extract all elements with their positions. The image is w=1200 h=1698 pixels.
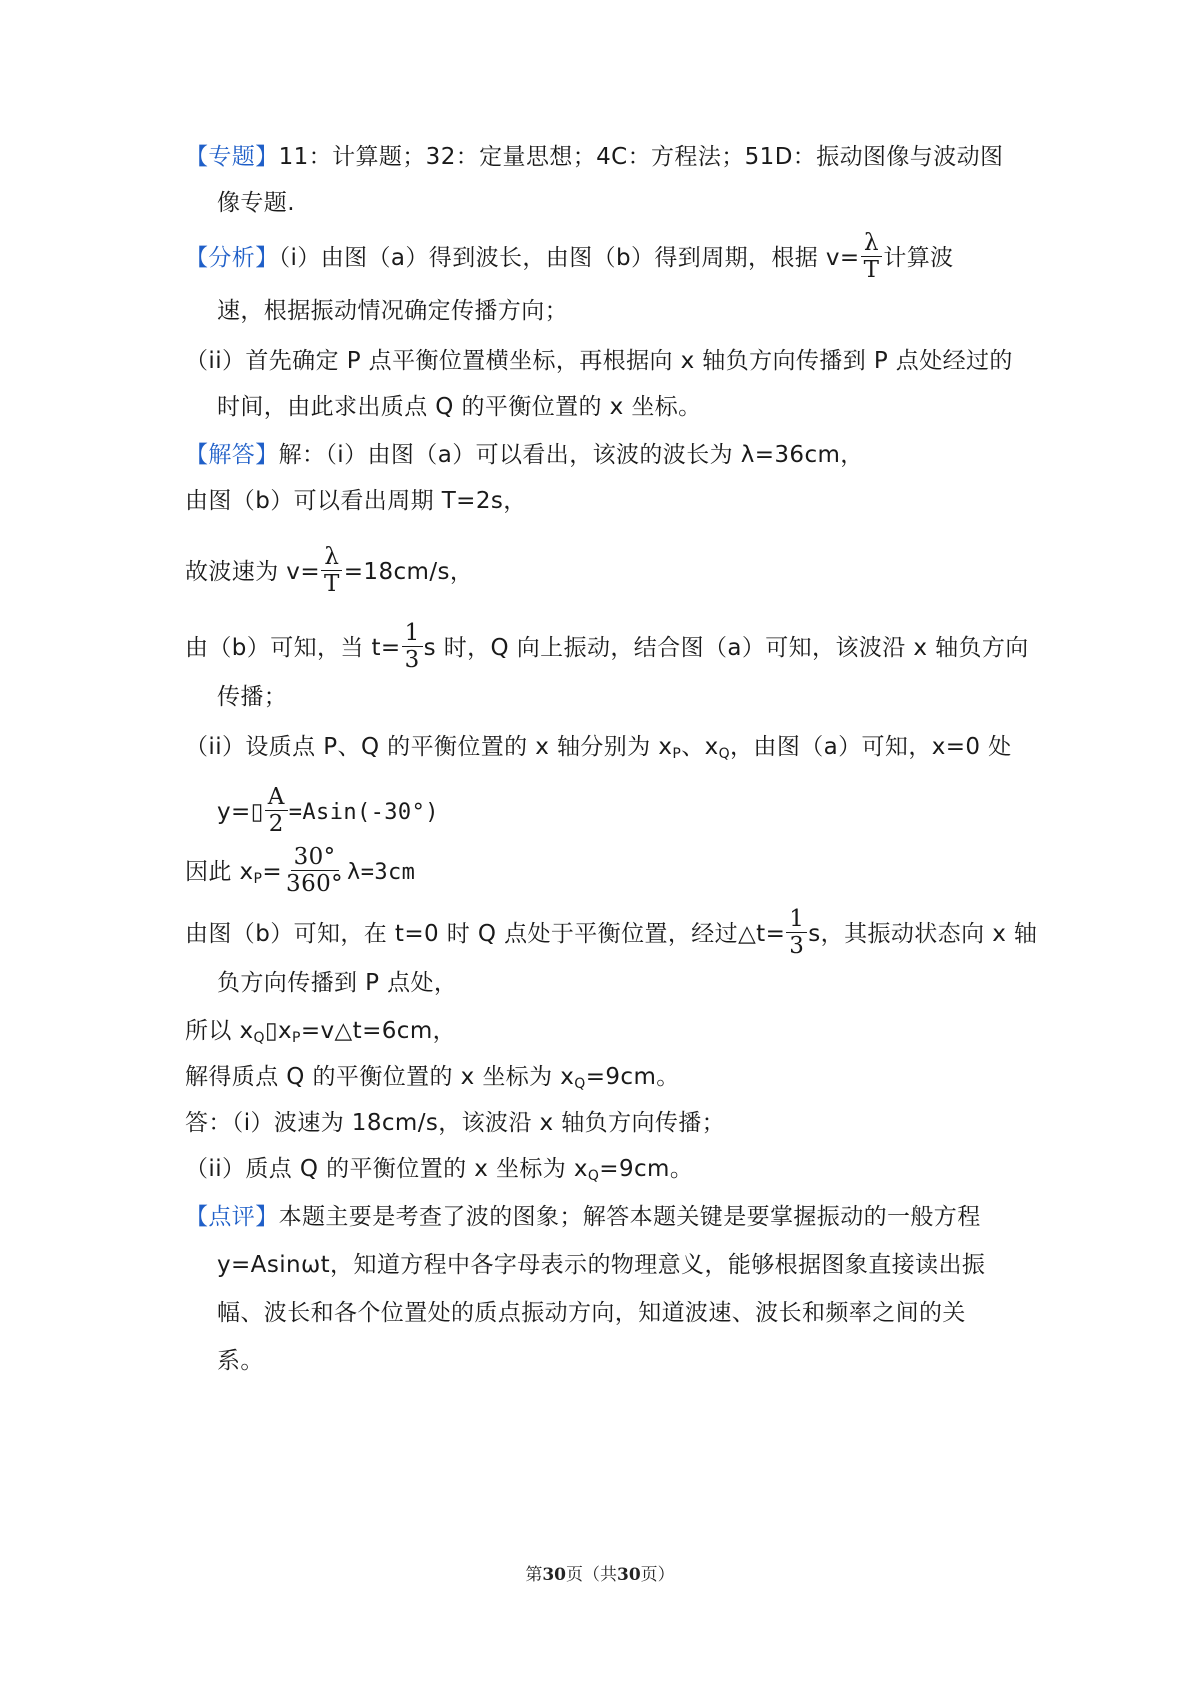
- solution-line-5: 传播；: [217, 684, 288, 710]
- solution-line-13: 答：（i）波速为 18cm/s，该波沿 x 轴负方向传播；: [185, 1110, 726, 1136]
- topic-tag: 【专题】: [185, 144, 279, 170]
- solution-line-10: 负方向传播到 P 点处，: [217, 970, 458, 996]
- comment-line-1: 【点评】本题主要是考查了波的图象；解答本题关键是要掌握振动的一般方程: [185, 1204, 981, 1230]
- comment-line-3: 幅、波长和各个位置处的质点振动方向，知道波速、波长和频率之间的关: [217, 1300, 966, 1326]
- solution-line-14: （ii）质点 Q 的平衡位置的 x 坐标为 $x_Q=9cm$。: [185, 1156, 694, 1184]
- solution-line-9: 由图（b）可知，在 t=0 时 Q 点处于平衡位置，经过△t= $\frac{1}{3}$ s，其振动状态向 x 轴: [185, 906, 1038, 959]
- fraction-one-third: $\frac{1}{3}$: [786, 906, 807, 959]
- solution-line-11: 所以 $x_Q▯x_P=v\triangle t=6cm$，: [185, 1018, 457, 1046]
- analysis-line-1: 【分析】（i）由图（a）得到波长，由图（b）得到周期，根据 v= $\frac{\lambda}{T}$ 计算波: [185, 230, 954, 283]
- analysis-tag: 【分析】: [185, 245, 279, 271]
- solution-line-3: 故波速为 v= $\frac{\lambda}{T}$ =18cm/s，: [185, 544, 474, 597]
- solution-tag: 【解答】: [185, 442, 279, 468]
- fraction-a-over-2: $\frac{A}{2}$: [265, 784, 288, 837]
- solution-line-1: 【解答】解：（i）由图（a）可以看出，该波的波长为 λ=36cm，: [185, 442, 864, 468]
- analysis-line-2: 速，根据振动情况确定传播方向；: [217, 298, 568, 324]
- fraction-lambda-over-t: $\frac{\lambda}{T}$: [321, 544, 343, 597]
- comment-line-4: 系。: [217, 1348, 264, 1374]
- page-total: 30: [617, 1565, 641, 1585]
- fraction-one-third: $\frac{1}{3}$: [402, 620, 423, 673]
- page-footer: 第30页（共30页）: [525, 1565, 675, 1585]
- solution-line-8: 因此 $x_P=$ $\frac{30^\circ}{360^\circ}$ λ=3cm: [185, 844, 416, 897]
- fraction-lambda-over-t: $\frac{\lambda}{T}$: [861, 230, 883, 283]
- solution-line-6: （ii）设质点 P、Q 的平衡位置的 x 轴分别为 $x_P$、$x_Q$，由图（a）可知，x=0 处: [185, 734, 1012, 762]
- topic-text: 11：计算题；32：定量思想；4C：方程法；51D：振动图像与波动图: [278, 144, 1004, 170]
- comment-line-2: y=Asinωt，知道方程中各字母表示的物理意义，能够根据图象直接读出振: [217, 1252, 986, 1278]
- solution-line-2: 由图（b）可以看出周期 T=2s，: [185, 488, 527, 514]
- solution-line-4: 由（b）可知，当 t= $\frac{1}{3}$ s 时，Q 向上振动，结合图（a）可知，该波沿 x 轴负方向: [185, 620, 1029, 673]
- solution-line-7: y=▯ $\frac{A}{2}$ =Asin(-30°): [217, 784, 439, 837]
- comment-tag: 【点评】: [185, 1204, 279, 1230]
- topic-line-1: [185, 142, 1003, 172]
- analysis-line-3: （ii）首先确定 P 点平衡位置横坐标，再根据向 x 轴负方向传播到 P 点处经过的: [185, 348, 1013, 374]
- topic-line-2: 像专题.: [217, 190, 295, 216]
- analysis-line-4: 时间，由此求出质点 Q 的平衡位置的 x 坐标。: [217, 394, 702, 420]
- page-number: 30: [542, 1565, 566, 1585]
- fraction-30-over-360: $\frac{30^\circ}{360^\circ}$: [286, 844, 344, 897]
- solution-line-12: 解得质点 Q 的平衡位置的 x 坐标为 $x_Q=9cm$。: [185, 1064, 680, 1092]
